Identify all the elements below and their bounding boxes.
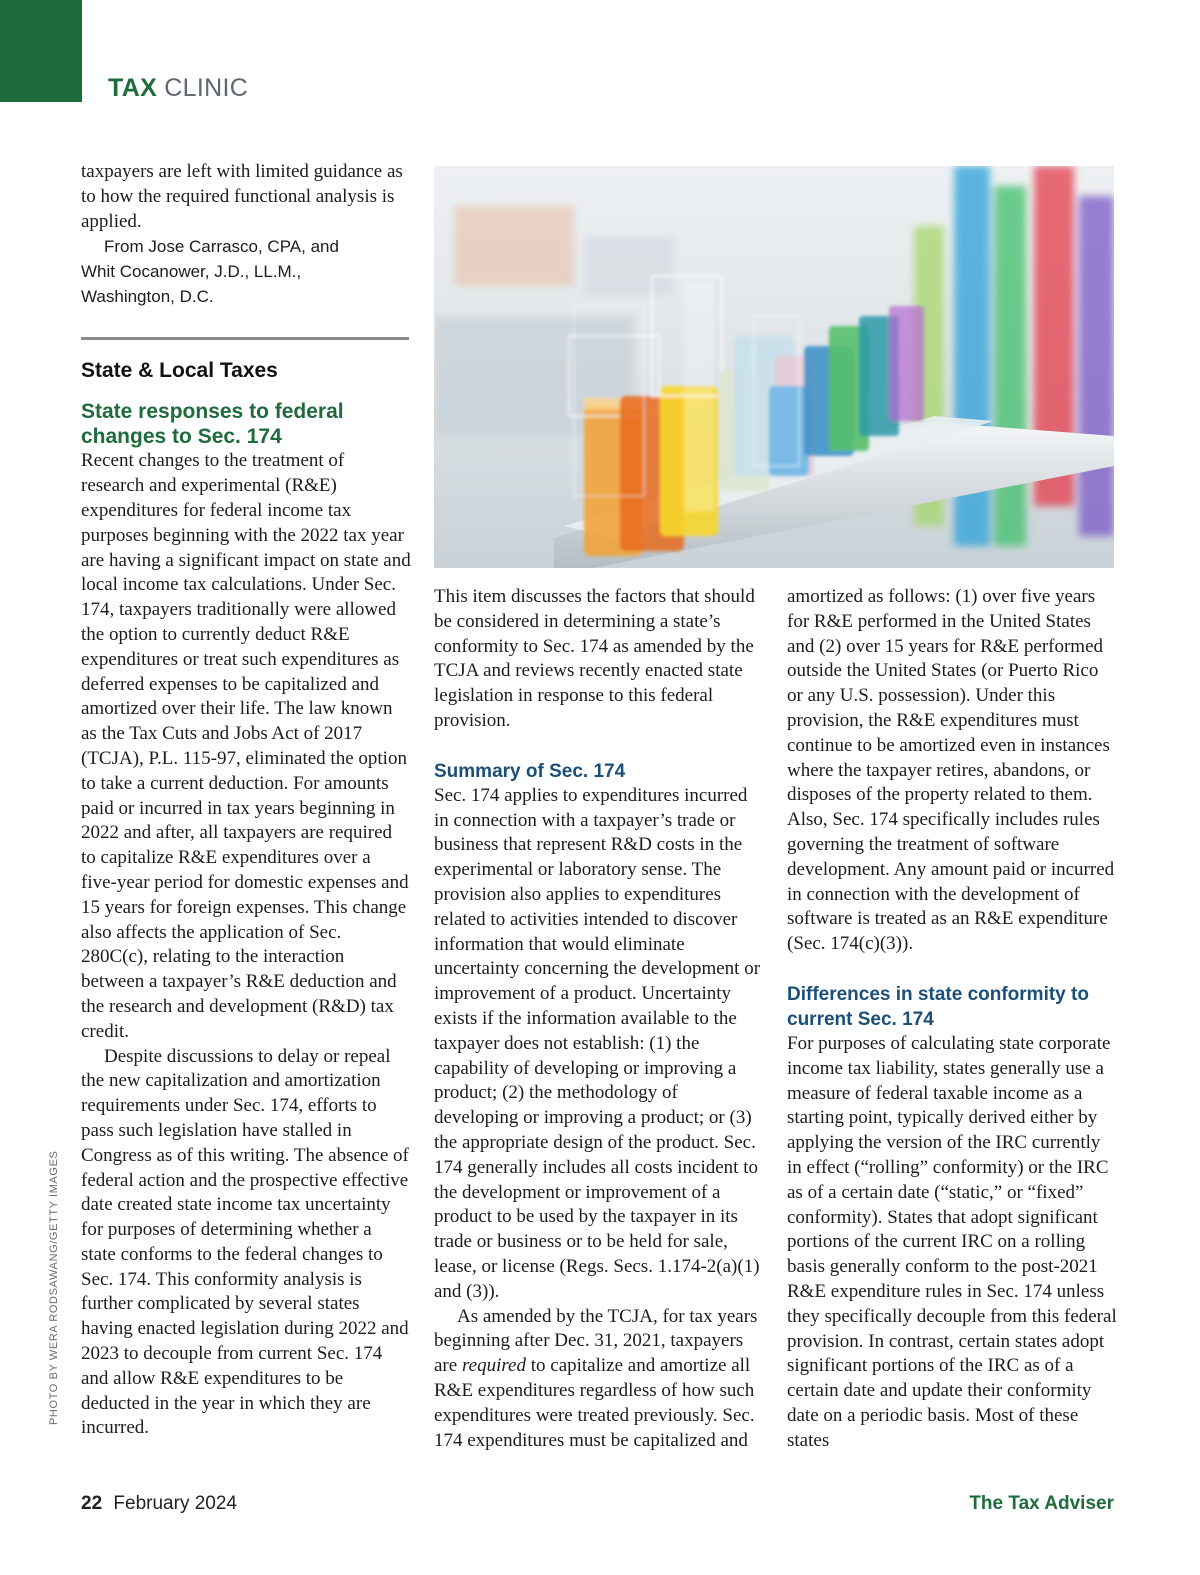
column-1 [81, 160, 411, 1441]
header-label-light: CLINIC [164, 74, 249, 102]
header-accent-bar [0, 0, 82, 102]
credit-line-2: Whit Cocanower, J.D., LL.M., [81, 262, 302, 282]
body-paragraph: This item discusses the factors that should be considered in determining a state’s conformity to Sec. 174 as amended by the TCJA and reviews recently enacted state legislation in response to this federal provision. [434, 586, 755, 731]
article-title: State responses to federal changes to Sec. 174 [81, 400, 344, 449]
section-title: State & Local Taxes [81, 359, 278, 383]
body-paragraph: Recent changes to the treatment of research and experimental (R&E) expenditures for federal income tax purposes beginning with the 2022 tax year are having a significant impact on state and local income tax calculations. Under Sec. 174, taxpayers traditionally were allowed the option to currently deduct R&E expenditures or treat such expenditures as deferred expenses to be capitalized and amortized over their life. The law known as the Tax Cuts and Jobs Act of 2017 (TCJA), P.L. 115-97, eliminated the option to take a current deduction. For amounts paid or incurred in tax years beginning in 2022 and after, all taxpayers are required to capitalize R&E expenditures over a five-year period for domestic expenses and 15 years for foreign expenses. This change also affects the application of Sec. 280C(c), relating to the interaction between a taxpayer’s R&E deduction and the research and development (R&D) tax credit. [81, 450, 411, 1042]
column-2 [434, 585, 764, 1453]
author-credit [81, 234, 411, 309]
section-header [108, 74, 248, 103]
body-paragraph: As amended by the TCJA, for tax years beginning after Dec. 31, 2021, taxpayers are required to capitalize and amortize all R&E expenditures regardless of how such expenditures were treated previously. Sec. 174 expenditures must be capitalized and [434, 1305, 758, 1451]
lab-glassware-photo [434, 166, 1114, 568]
subheading-summary: Summary of Sec. 174 [434, 760, 626, 782]
column-3 [787, 585, 1117, 1454]
page-number: 22 [81, 1493, 103, 1514]
publication-name: The Tax Adviser [969, 1493, 1114, 1514]
body-paragraph: Despite discussions to delay or repeal the new capitalization and amortization requirements under Sec. 174, efforts to pass such legislation have stalled in Congress as of this writing. The absence of federal action and the prospective effective date created state income tax uncertainty for purposes of determining whether a state conforms to the federal changes to Sec. 174. This conformity analysis is further complicated by several states having enacted legislation during 2022 and 2023 to decouple from current Sec. 174 and allow R&E expenditures to be deducted in the year in which they are incurred. [81, 1045, 409, 1439]
header-label-bold: TAX [108, 74, 158, 102]
body-paragraph: Sec. 174 applies to expenditures incurred in connection with a taxpayer’s trade or business that represent R&D costs in the experimental or laboratory sense. The provision also applies to expenditures related to activities intended to discover information that would eliminate uncertainty concerning the development or improvement of a product. Uncertainty exists if the information available to the taxpayer does not establish: (1) the capability of developing or improving a product; (2) the methodology of developing or improving a product; or (3) the appropriate design of the product. Sec. 174 generally includes all costs incident to the development or improvement of a product to be used by the taxpayer in its trade or business or to be held for sale, lease, or license (Regs. Secs. 1.174-2(a)(1) and (3)). [434, 784, 761, 1302]
body-paragraph: amortized as follows: (1) over five years for R&E performed in the United States and (2) over 15 years for R&E performed outside the United States (or Puerto Rico or any U.S. possession). Under this provision, the R&E expenditures must continue to be amortized even in instances where the taxpayer retires, abandons, or disposes of the property related to them. Also, Sec. 174 specifically includes rules governing the treatment of software development. Any amount paid or incurred in connection with the development of software is treated as an R&E expenditure (Sec. 174(c)(3)). [787, 586, 1115, 955]
credit-line-1: From Jose Carrasco, CPA, and [104, 237, 339, 257]
subheading-differences: Differences in state conformity to current Sec. 174 [787, 983, 1089, 1030]
issue-date: February 2024 [113, 1493, 237, 1514]
credit-line-3: Washington, D.C. [81, 287, 214, 307]
photo-credit: PHOTO BY WERA RODSAWANG/GETTY IMAGES [48, 1150, 60, 1425]
body-paragraph: For purposes of calculating state corporate income tax liability, states generally use a measure of federal taxable income as a starting point, typically derived either by applying the version of the IRC currently in effect (“rolling” conformity) or the IRC as of a certain date (“static,” or “fixed” conformity). States that adopt significant portions of the current IRC on a rolling basis generally conform to the post-2021 R&E expenditure rules in Sec. 174 unless they specifically decouple from this federal provision. In contrast, certain states adopt significant portions of the IRC as of a certain date and update their conformity date on a periodic basis. Most of these states [787, 1032, 1117, 1451]
footer-folio [81, 1493, 237, 1515]
section-divider [81, 337, 409, 340]
intro-text: taxpayers are left with limited guidance as to how the required functional analysis is applied. [81, 161, 403, 232]
